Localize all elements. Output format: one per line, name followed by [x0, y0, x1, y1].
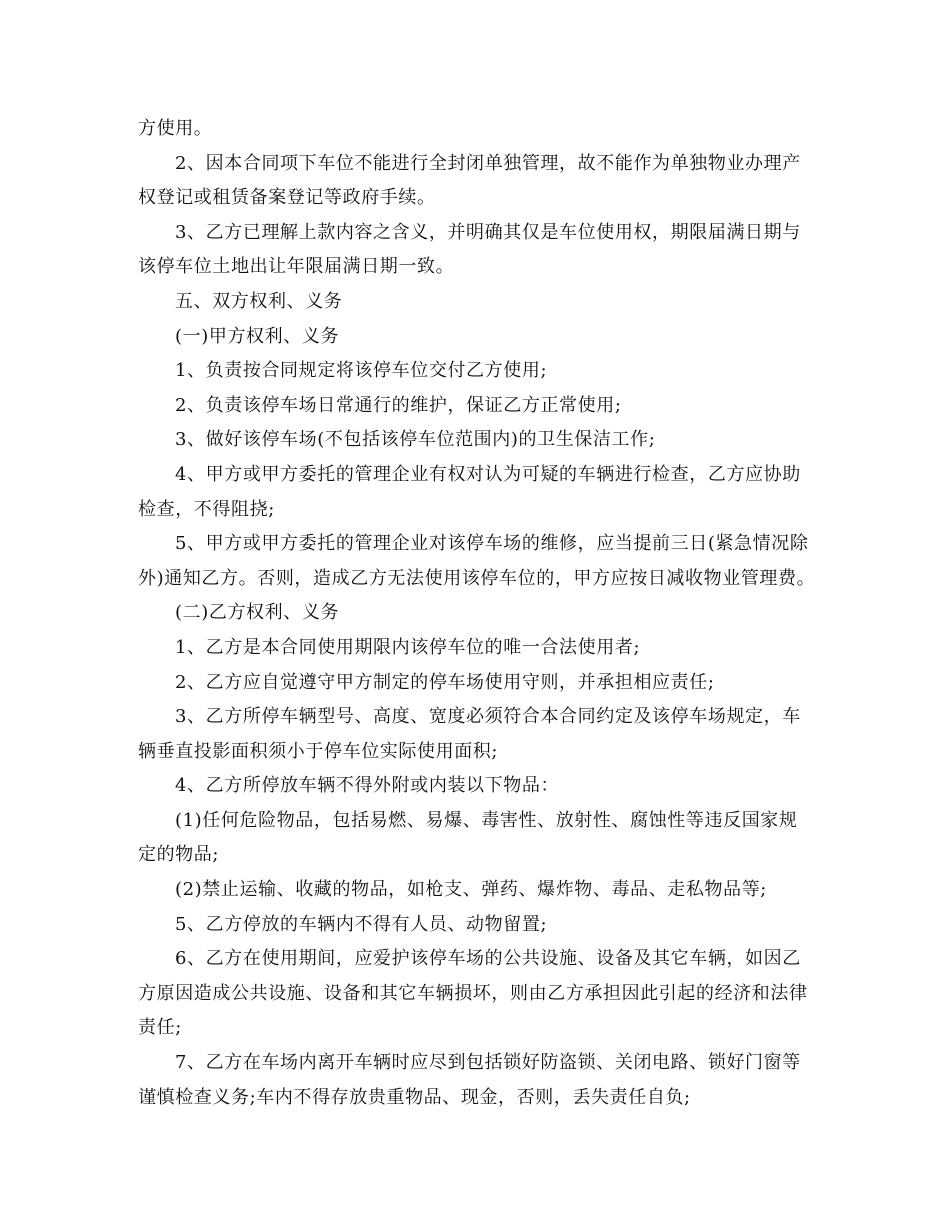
text-line: 2、乙方应自觉遵守甲方制定的停车场使用守则，并承担相应责任; — [175, 671, 715, 693]
text-line: 3、乙方所停车辆型号、高度、宽度必须符合本合同约定及该停车场规定，车 — [175, 706, 801, 728]
text-line: (1)任何危险物品，包括易燃、易爆、毒害性、放射性、腐蚀性等违反国家规 — [175, 809, 798, 831]
text-line: 7、乙方在车场内离开车辆时应尽到包括锁好防盗锁、关闭电路、锁好门窗等 — [175, 1052, 801, 1074]
text-line: 5、甲方或甲方委托的管理企业对该停车场的维修，应当提前三日(紧急情况除 — [175, 533, 809, 555]
text-line: 3、做好该停车场(不包括该停车位范围内)的卫生保洁工作; — [175, 429, 656, 451]
text-line: 4、乙方所停放车辆不得外附或内装以下物品： — [175, 775, 560, 797]
text-line: 检查，不得阻挠; — [138, 498, 275, 520]
text-line: 4、甲方或甲方委托的管理企业有权对认为可疑的车辆进行检查，乙方应协助 — [175, 463, 801, 485]
text-line: 1、负责按合同规定将该停车位交付乙方使用; — [175, 360, 548, 382]
text-line: 6、乙方在使用期间，应爱护该停车场的公共设施、设备及其它车辆，如因乙 — [175, 948, 801, 970]
text-line: 外)通知乙方。否则，造成乙方无法使用该停车位的，甲方应按日减收物业管理费。 — [138, 567, 816, 589]
text-line: 2、因本合同项下车位不能进行全封闭单独管理，故不能作为单独物业办理产 — [175, 152, 801, 174]
text-line: 5、乙方停放的车辆内不得有人员、动物留置; — [175, 913, 548, 935]
subsection-heading: (二)乙方权利、义务 — [175, 602, 340, 624]
text-line: 方原因造成公共设施、设备和其它车辆损坏，则由乙方承担因此引起的经济和法律 — [138, 982, 808, 1004]
subsection-heading: (一)甲方权利、义务 — [175, 325, 340, 347]
text-line: 2、负责该停车场日常通行的维护，保证乙方正常使用; — [175, 394, 622, 416]
text-line: 权登记或租赁备案登记等政府手续。 — [138, 187, 436, 209]
text-line: 该停车位土地出让年限届满日期一致。 — [138, 256, 455, 278]
text-line: 谨慎检查义务;车内不得存放贵重物品、现金，否则，丢失责任自负; — [138, 1086, 691, 1108]
text-line: 3、乙方已理解上款内容之含义，并明确其仅是车位使用权，期限届满日期与 — [175, 221, 801, 243]
document-body — [138, 112, 814, 1115]
section-heading: 五、双方权利、义务 — [175, 290, 343, 312]
text-line: 方使用。 — [138, 118, 213, 139]
text-line: 1、乙方是本合同使用期限内该停车位的唯一合法使用者; — [175, 636, 641, 658]
text-line: 责任; — [138, 1017, 182, 1039]
text-line: 定的物品; — [138, 844, 220, 866]
text-line: (2)禁止运输、收藏的物品，如枪支、弹药、爆炸物、毒品、走私物品等; — [175, 879, 767, 901]
text-line: 辆垂直投影面积须小于停车位实际使用面积; — [138, 740, 499, 762]
